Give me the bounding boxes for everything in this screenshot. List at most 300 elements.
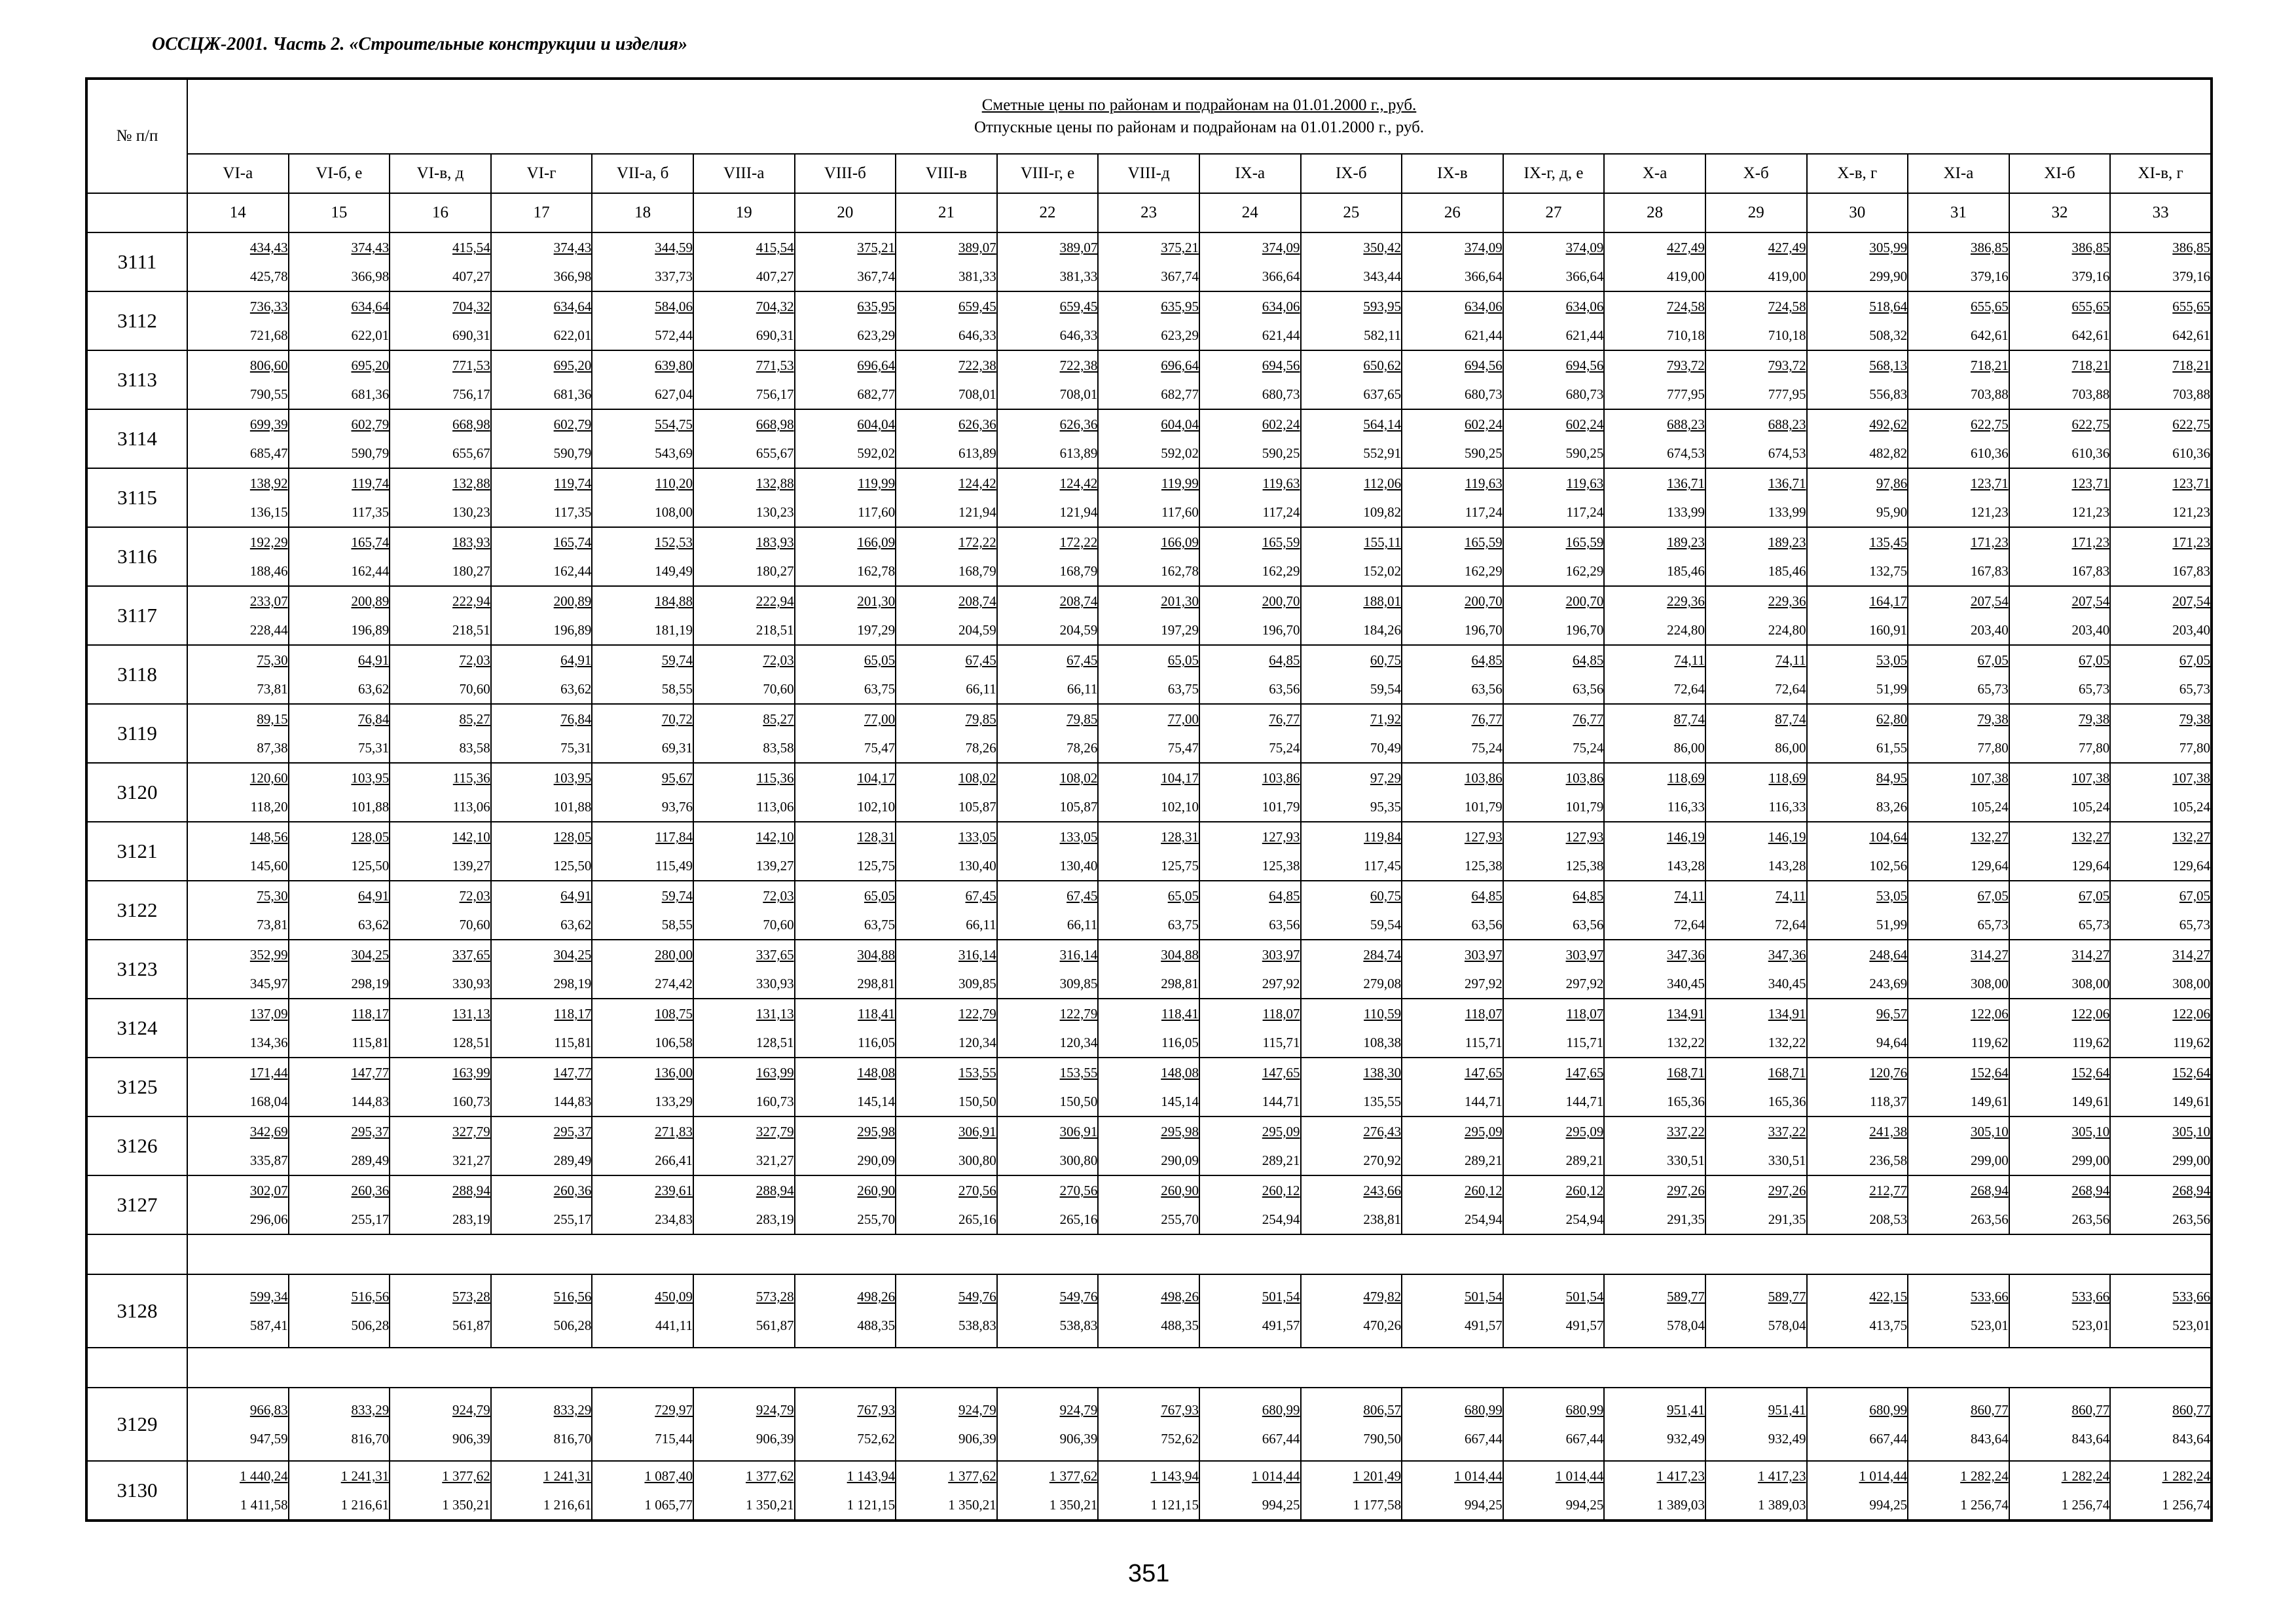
release-price: 790,55 [249, 386, 288, 402]
release-price: 330,51 [1667, 1153, 1705, 1168]
price-cell-estimated-wrap [694, 351, 794, 380]
estimated-price: 146,19 [1768, 829, 1806, 845]
district-names-row [86, 154, 2212, 193]
estimated-price: 316,14 [958, 947, 996, 963]
price-cell-estimated-wrap [896, 1117, 996, 1146]
price-cell [997, 468, 1099, 527]
release-price: 297,92 [1464, 976, 1503, 991]
release-price: 75,47 [864, 740, 896, 756]
price-cell [997, 1175, 1099, 1234]
release-price: 309,85 [958, 976, 996, 991]
price-cell-estimated-wrap [1302, 351, 1402, 380]
estimated-price: 184,88 [655, 593, 693, 609]
estimated-price: 122,06 [2172, 1006, 2211, 1022]
price-cell [896, 350, 997, 409]
estimated-price: 492,62 [1869, 416, 1908, 432]
estimated-price: 79,38 [2179, 711, 2211, 727]
release-price: 115,49 [655, 858, 693, 874]
estimated-price: 374,43 [553, 240, 592, 255]
estimated-price: 74,11 [1674, 652, 1705, 668]
price-cell-estimated-wrap [998, 528, 1098, 557]
row-number: 3120 [86, 763, 187, 822]
price-cell-estimated-wrap [1504, 1058, 1604, 1087]
price-cell [693, 999, 795, 1058]
estimated-price: 305,10 [2071, 1124, 2110, 1139]
price-cell-estimated-wrap [1808, 528, 1908, 557]
release-price: 752,62 [1161, 1431, 1199, 1447]
release-price: 119,62 [2173, 1035, 2211, 1050]
price-cell [2110, 409, 2212, 468]
price-cell-estimated-wrap [1706, 528, 1806, 557]
release-price: 508,32 [1869, 327, 1908, 343]
release-price: 196,70 [1262, 622, 1300, 638]
release-price: 419,00 [1667, 268, 1705, 284]
price-cell [1604, 586, 1705, 645]
price-cell-estimated-wrap [1099, 1462, 1199, 1490]
price-cell-estimated-wrap [1605, 999, 1705, 1028]
price-cell [997, 1058, 1099, 1116]
price-cell [1199, 1175, 1301, 1234]
release-price: 224,80 [1768, 622, 1806, 638]
price-cell [1604, 822, 1705, 881]
estimated-price: 118,17 [352, 1006, 390, 1022]
release-price: 75,31 [357, 740, 390, 756]
column-number: 22 [997, 193, 1099, 232]
price-cell-estimated-wrap [795, 1117, 896, 1146]
release-price: 185,46 [1667, 563, 1705, 579]
price-cell-estimated-wrap [1302, 587, 1402, 616]
estimated-price: 593,95 [1363, 299, 1402, 314]
estimated-price: 386,85 [2172, 240, 2211, 255]
release-price: 613,89 [958, 445, 996, 461]
release-price: 289,21 [1565, 1153, 1604, 1168]
table-row [86, 527, 2212, 586]
estimated-price: 152,64 [2172, 1065, 2211, 1080]
estimated-price: 147,65 [1262, 1065, 1300, 1080]
price-cell-estimated-wrap [1504, 940, 1604, 969]
estimated-price: 166,09 [857, 534, 896, 550]
price-cell [1199, 1058, 1301, 1116]
release-price: 381,33 [958, 268, 996, 284]
price-cell [187, 822, 289, 881]
estimated-price: 295,98 [1161, 1124, 1199, 1139]
release-price: 113,06 [452, 799, 490, 815]
price-cell-estimated-wrap [188, 1117, 288, 1146]
estimated-price: 74,11 [1776, 888, 1806, 904]
release-price: 506,28 [351, 1318, 390, 1333]
table-row [86, 232, 2212, 291]
estimated-price: 120,76 [1869, 1065, 1908, 1080]
release-price: 162,44 [351, 563, 390, 579]
price-cell [187, 1175, 289, 1234]
estimated-price: 1 417,23 [1758, 1468, 1806, 1484]
price-cell-estimated-wrap [2010, 881, 2110, 910]
estimated-price: 659,45 [1059, 299, 1098, 314]
estimated-price: 201,30 [857, 593, 896, 609]
price-cell-estimated-wrap [998, 292, 1098, 321]
release-price: 407,27 [756, 268, 794, 284]
price-cell [896, 763, 997, 822]
price-cell [1807, 527, 1908, 586]
estimated-price: 314,27 [2071, 947, 2110, 963]
price-cell-estimated-wrap [1504, 1282, 1604, 1311]
estimated-price: 806,60 [249, 358, 288, 373]
release-price: 196,70 [1565, 622, 1604, 638]
price-cell-estimated-wrap [1504, 410, 1604, 439]
estimated-price: 118,41 [858, 1006, 896, 1022]
price-cell [592, 1461, 693, 1521]
release-price: 196,89 [351, 622, 390, 638]
price-cell [592, 1274, 693, 1348]
price-cell [1503, 350, 1605, 409]
estimated-price: 303,97 [1565, 947, 1604, 963]
estimated-price: 64,91 [357, 652, 390, 668]
price-cell [289, 763, 390, 822]
price-cell-estimated-wrap [896, 233, 996, 262]
district-column-header: VI-г [491, 154, 592, 193]
release-price: 70,60 [459, 681, 490, 697]
price-cell-estimated-wrap [1908, 528, 2009, 557]
price-cell [1908, 1388, 2009, 1461]
estimated-price: 655,65 [2172, 299, 2211, 314]
estimated-price: 222,94 [452, 593, 490, 609]
release-price: 610,36 [2071, 445, 2110, 461]
price-cell [2110, 291, 2212, 350]
price-cell-estimated-wrap [2010, 1058, 2110, 1087]
release-price: 299,00 [2172, 1153, 2211, 1168]
price-cell [997, 822, 1099, 881]
column-number: 28 [1604, 193, 1705, 232]
row-number: 3124 [86, 999, 187, 1058]
release-price: 816,70 [553, 1431, 592, 1447]
estimated-prices-header: Сметные цены по районам и подрайонам на 01.01.2000 г., руб. [981, 96, 1417, 114]
price-cell-estimated-wrap [998, 587, 1098, 616]
estimated-price: 622,75 [2172, 416, 2211, 432]
price-cell-estimated-wrap [1402, 1176, 1503, 1205]
estimated-price: 724,58 [1667, 299, 1705, 314]
estimated-price: 722,38 [958, 358, 996, 373]
release-price: 133,99 [1667, 504, 1705, 520]
estimated-price: 222,94 [756, 593, 794, 609]
release-price: 203,40 [1970, 622, 2009, 638]
price-cell-estimated-wrap [1302, 764, 1402, 792]
release-price: 1 350,21 [948, 1497, 996, 1513]
price-cell [693, 586, 795, 645]
price-cell [896, 1388, 997, 1461]
price-cell [1199, 527, 1301, 586]
estimated-price: 806,57 [1363, 1402, 1402, 1418]
price-cell-estimated-wrap [1908, 881, 2009, 910]
release-price: 125,38 [1262, 858, 1300, 874]
release-price: 790,50 [1363, 1431, 1402, 1447]
price-cell-estimated-wrap [1504, 528, 1604, 557]
estimated-price: 568,13 [1869, 358, 1908, 373]
estimated-price: 634,06 [1565, 299, 1604, 314]
price-cell [2110, 763, 2212, 822]
price-cell-estimated-wrap [390, 587, 490, 616]
price-cell-estimated-wrap [390, 1176, 490, 1205]
estimated-price: 668,98 [756, 416, 794, 432]
estimated-price: 128,31 [1161, 829, 1199, 845]
estimated-price: 87,74 [1673, 711, 1705, 727]
price-cell-estimated-wrap [592, 999, 693, 1028]
price-cell-estimated-wrap [1099, 1058, 1199, 1087]
price-cell-estimated-wrap [998, 1282, 1098, 1311]
estimated-price: 634,06 [1262, 299, 1300, 314]
price-cell [693, 881, 795, 940]
release-price: 321,27 [452, 1153, 490, 1168]
price-cell [187, 881, 289, 940]
column-number: 23 [1098, 193, 1199, 232]
release-price: 642,61 [1970, 327, 2009, 343]
release-price: 78,26 [965, 740, 996, 756]
price-cell [390, 645, 491, 704]
release-price: 117,24 [1465, 504, 1503, 520]
price-cell-estimated-wrap [1605, 705, 1705, 733]
table-row [86, 822, 2212, 881]
price-cell [1503, 527, 1605, 586]
release-price: 63,75 [1167, 917, 1199, 932]
price-cell [1098, 1388, 1199, 1461]
estimated-price: 59,74 [661, 652, 693, 668]
price-cell-estimated-wrap [492, 1058, 592, 1087]
price-cell [1705, 1388, 1807, 1461]
price-cell-estimated-wrap [1200, 587, 1300, 616]
price-cell [1199, 232, 1301, 291]
estimated-price: 347,36 [1667, 947, 1705, 963]
release-price: 83,58 [763, 740, 794, 756]
price-cell-estimated-wrap [390, 1395, 490, 1424]
estimated-price: 951,41 [1768, 1402, 1806, 1418]
price-cell [795, 881, 896, 940]
release-price: 129,64 [1970, 858, 2009, 874]
price-cell [390, 999, 491, 1058]
price-cell [1503, 1058, 1605, 1116]
release-price: 65,73 [1977, 681, 2009, 697]
price-cell-estimated-wrap [289, 351, 390, 380]
price-table [85, 77, 2213, 1522]
release-price: 72,64 [1673, 681, 1705, 697]
estimated-price: 374,09 [1262, 240, 1300, 255]
price-cell [1199, 881, 1301, 940]
price-cell-estimated-wrap [188, 646, 288, 674]
estimated-price: 107,38 [2172, 770, 2211, 786]
column-number: 33 [2110, 193, 2212, 232]
release-price: 343,44 [1363, 268, 1402, 284]
price-cell [1301, 1274, 1402, 1348]
row-number: 3130 [86, 1461, 187, 1521]
price-cell-estimated-wrap [492, 822, 592, 851]
price-cell-estimated-wrap [1402, 1117, 1503, 1146]
price-cell [693, 704, 795, 763]
price-cell [1503, 291, 1605, 350]
release-price: 667,44 [1464, 1431, 1503, 1447]
column-number: 21 [896, 193, 997, 232]
price-cell [1604, 1274, 1705, 1348]
estimated-price: 260,12 [1262, 1183, 1300, 1198]
release-price: 51,99 [1876, 917, 1908, 932]
price-cell [1807, 586, 1908, 645]
price-cell [795, 1175, 896, 1234]
estimated-price: 59,74 [661, 888, 693, 904]
release-price: 95,90 [1876, 504, 1908, 520]
release-price: 125,38 [1464, 858, 1503, 874]
price-cell [1503, 940, 1605, 999]
table-row [86, 1388, 2212, 1461]
price-cell-estimated-wrap [492, 587, 592, 616]
release-price: 66,11 [966, 917, 996, 932]
price-cell-estimated-wrap [592, 1176, 693, 1205]
estimated-price: 123,71 [1970, 475, 2009, 491]
release-price: 308,00 [1970, 976, 2009, 991]
release-price: 674,53 [1667, 445, 1705, 461]
release-prices-header: Отпускные цены по районам и подрайонам на 01.01.2000 г., руб. [974, 119, 1425, 136]
price-cell-estimated-wrap [1808, 1058, 1908, 1087]
release-price: 646,33 [1059, 327, 1098, 343]
price-cell-estimated-wrap [1504, 705, 1604, 733]
price-cell [1199, 1116, 1301, 1175]
price-cell [491, 881, 592, 940]
price-cell [1402, 1058, 1503, 1116]
release-price: 162,29 [1464, 563, 1503, 579]
price-cell [187, 350, 289, 409]
price-cell-estimated-wrap [390, 1058, 490, 1087]
price-cell-estimated-wrap [2111, 999, 2210, 1028]
estimated-price: 183,93 [452, 534, 490, 550]
price-cell [1301, 999, 1402, 1058]
price-cell [2009, 822, 2111, 881]
price-cell-estimated-wrap [289, 410, 390, 439]
release-price: 708,01 [1059, 386, 1098, 402]
price-cell-estimated-wrap [2111, 764, 2210, 792]
estimated-price: 924,79 [756, 1402, 794, 1418]
price-cell [1908, 232, 2009, 291]
price-cell [491, 350, 592, 409]
price-cell [2009, 1388, 2111, 1461]
estimated-price: 374,09 [1565, 240, 1604, 255]
price-cell-estimated-wrap [2111, 646, 2210, 674]
release-price: 149,49 [655, 563, 693, 579]
estimated-price: 135,45 [1869, 534, 1908, 550]
price-cell [592, 1116, 693, 1175]
price-cell [1402, 1116, 1503, 1175]
price-cell-estimated-wrap [1706, 351, 1806, 380]
release-price: 63,75 [1167, 681, 1199, 697]
estimated-price: 207,54 [1970, 593, 2009, 609]
estimated-price: 374,43 [351, 240, 390, 255]
price-cell [491, 999, 592, 1058]
price-cell-estimated-wrap [1402, 1462, 1503, 1490]
price-cell-estimated-wrap [1302, 1058, 1402, 1087]
price-cell [187, 704, 289, 763]
release-price: 906,39 [958, 1431, 996, 1447]
estimated-price: 389,07 [1059, 240, 1098, 255]
price-cell-estimated-wrap [1504, 999, 1604, 1028]
price-cell [1604, 763, 1705, 822]
column-number: 20 [795, 193, 896, 232]
column-number: 17 [491, 193, 592, 232]
estimated-price: 119,74 [352, 475, 390, 491]
price-cell [1301, 1461, 1402, 1521]
release-price: 379,16 [2172, 268, 2211, 284]
estimated-price: 119,63 [1566, 475, 1604, 491]
release-price: 254,94 [1565, 1211, 1604, 1227]
estimated-price: 119,84 [1364, 829, 1402, 845]
estimated-price: 64,85 [1573, 652, 1604, 668]
release-price: 552,91 [1363, 445, 1402, 461]
price-cell-estimated-wrap [1402, 292, 1503, 321]
district-column-header: X-б [1705, 154, 1807, 193]
estimated-price: 67,05 [2179, 652, 2211, 668]
release-price: 197,29 [857, 622, 896, 638]
price-cell-estimated-wrap [289, 528, 390, 557]
price-cell-estimated-wrap [1605, 822, 1705, 851]
column-number-empty [86, 193, 187, 232]
price-cell-estimated-wrap [2010, 292, 2110, 321]
release-price: 1 121,15 [847, 1497, 896, 1513]
estimated-price: 189,23 [1667, 534, 1705, 550]
release-price: 270,92 [1363, 1153, 1402, 1168]
price-cell [1807, 1116, 1908, 1175]
spacer-row [86, 1234, 2212, 1274]
price-cell [592, 232, 693, 291]
estimated-price: 64,85 [1471, 888, 1503, 904]
price-cell [997, 1461, 1099, 1521]
price-cell-estimated-wrap [188, 764, 288, 792]
price-cell-estimated-wrap [1200, 822, 1300, 851]
price-cell-estimated-wrap [1908, 940, 2009, 969]
row-number: 3114 [86, 409, 187, 468]
price-cell-estimated-wrap [694, 999, 794, 1028]
price-cell [2110, 527, 2212, 586]
price-cell [491, 822, 592, 881]
release-price: 506,28 [553, 1318, 592, 1333]
price-cell-estimated-wrap [896, 1462, 996, 1490]
price-cell [1908, 763, 2009, 822]
release-price: 367,74 [1161, 268, 1199, 284]
estimated-price: 688,23 [1768, 416, 1806, 432]
estimated-price: 304,88 [1161, 947, 1199, 963]
estimated-price: 694,56 [1262, 358, 1300, 373]
price-cell-estimated-wrap [2010, 1282, 2110, 1311]
estimated-price: 76,77 [1471, 711, 1503, 727]
release-price: 1 350,21 [442, 1497, 490, 1513]
price-cell-estimated-wrap [1605, 1395, 1705, 1424]
estimated-price: 77,00 [864, 711, 896, 727]
price-cell [1503, 704, 1605, 763]
release-price: 118,20 [250, 799, 288, 815]
estimated-price: 327,79 [452, 1124, 490, 1139]
release-price: 130,40 [1059, 858, 1098, 874]
estimated-price: 288,94 [452, 1183, 490, 1198]
price-cell-estimated-wrap [1302, 1395, 1402, 1424]
release-price: 66,11 [966, 681, 996, 697]
district-column-header: IX-б [1301, 154, 1402, 193]
release-price: 196,89 [553, 622, 592, 638]
price-cell [2009, 350, 2111, 409]
price-cell [795, 1274, 896, 1348]
release-price: 162,44 [553, 563, 592, 579]
price-cell-estimated-wrap [188, 587, 288, 616]
price-cell [896, 409, 997, 468]
estimated-price: 134,91 [1768, 1006, 1806, 1022]
estimated-price: 295,09 [1565, 1124, 1604, 1139]
estimated-price: 604,04 [857, 416, 896, 432]
price-cell-estimated-wrap [188, 469, 288, 498]
price-cell-estimated-wrap [492, 999, 592, 1028]
release-price: 298,19 [553, 976, 592, 991]
row-number: 3126 [86, 1116, 187, 1175]
